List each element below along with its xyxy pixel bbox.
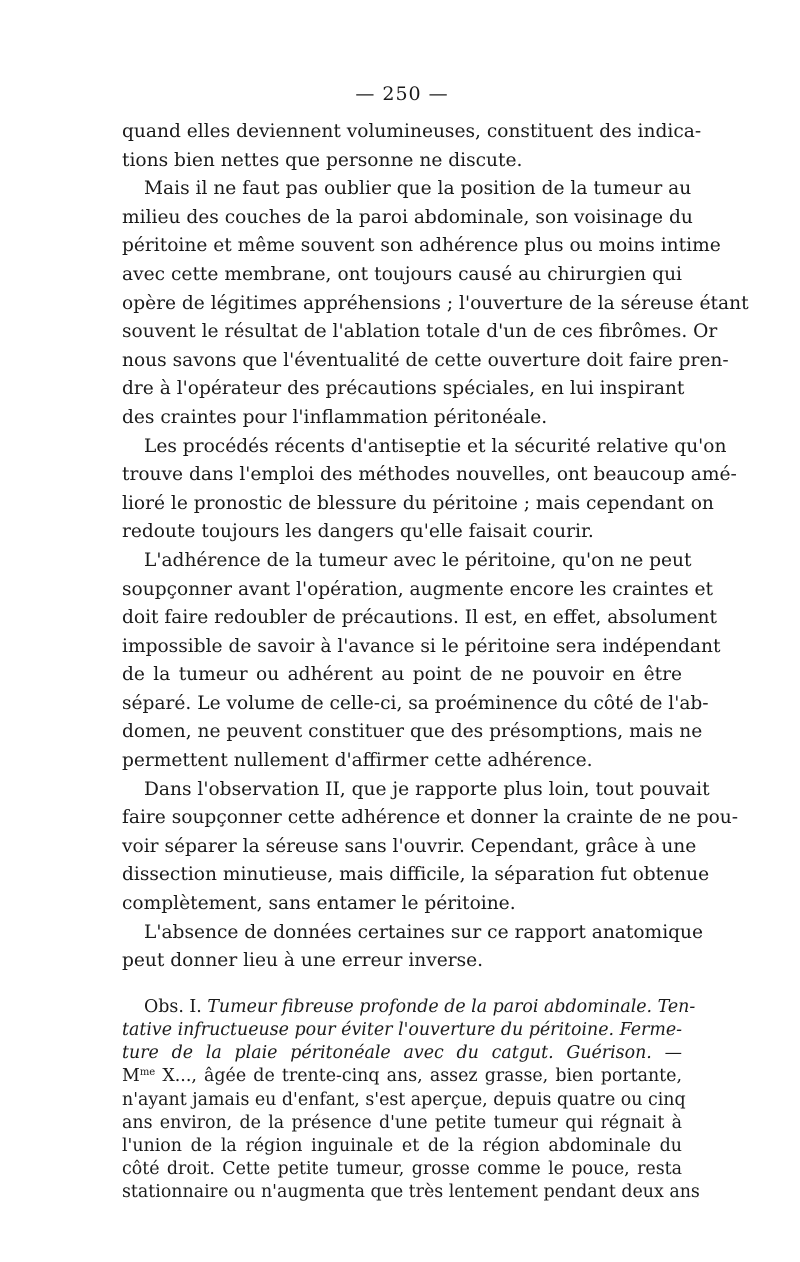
text-line: opère de légitimes appréhensions ; l'ouverture de la séreuse étant bbox=[122, 292, 749, 314]
paragraph-2 bbox=[122, 175, 749, 432]
paragraph-1 bbox=[122, 118, 702, 175]
observation-block bbox=[122, 996, 700, 1205]
text-line: nous savons que l'éventualité de cette ouverture doit faire pren- bbox=[122, 349, 729, 371]
observation-title-line bbox=[122, 1042, 682, 1065]
paragraph-4 bbox=[122, 547, 721, 776]
patient-abbrev-sup: me bbox=[139, 1067, 156, 1079]
text-line: L'adhérence de la tumeur avec le péritoine, qu'on ne peut bbox=[144, 549, 692, 571]
document-page bbox=[122, 82, 749, 1205]
text-line: trouve dans l'emploi des méthodes nouvelles, ont beaucoup amé- bbox=[122, 464, 737, 486]
page-number: — 250 — bbox=[355, 83, 449, 105]
text-line: peut donner lieu à une erreur inverse. bbox=[122, 950, 484, 972]
text-line: l'union de la région inguinale et de la région abdominale du bbox=[122, 1136, 682, 1157]
text-line: côté droit. Cette petite tumeur, grosse comme le pouce, resta bbox=[122, 1159, 682, 1180]
patient-abbrev: M bbox=[122, 1066, 140, 1087]
text-line: des craintes pour l'inflammation péritonéale. bbox=[122, 406, 548, 428]
text-line: tions bien nettes que personne ne discute. bbox=[122, 149, 523, 171]
text-line: stationnaire ou n'augmenta que très lentement pendant deux ans bbox=[122, 1182, 700, 1203]
text-line: de la tumeur ou adhérent au point de ne pouvoir en être bbox=[122, 664, 682, 686]
observation-title: Tumeur fibreuse profonde de la paroi abdominale. Ten- bbox=[207, 996, 696, 1017]
paragraph-5 bbox=[122, 776, 739, 919]
observation-title: tative infructueuse pour éviter l'ouverture du péritoine. Ferme- bbox=[122, 1020, 682, 1041]
observation-text: X..., âgée de trente-cinq ans, assez grasse, bien portante, bbox=[155, 1066, 682, 1087]
text-line: avec cette membrane, ont toujours causé au chirurgien qui bbox=[122, 263, 682, 285]
text-line: complètement, sans entamer le péritoine. bbox=[122, 893, 516, 915]
text-line: séparé. Le volume de celle-ci, sa proéminence du côté de l'ab- bbox=[122, 692, 709, 714]
observation-label: Obs. I. bbox=[144, 996, 202, 1017]
text-line: n'ayant jamais eu d'enfant, s'est aperçue, depuis quatre ou cinq bbox=[122, 1089, 686, 1110]
text-line: dre à l'opérateur des précautions spéciales, en lui inspirant bbox=[122, 378, 685, 400]
observation-heading-line bbox=[122, 996, 696, 1019]
text-line: Dans l'observation II, que je rapporte plus loin, tout pouvait bbox=[144, 778, 710, 800]
text-line: Les procédés récents d'antiseptie et la sécurité relative qu'on bbox=[144, 435, 727, 457]
text-line: domen, ne peuvent constituer que des présomptions, mais ne bbox=[122, 721, 703, 743]
text-line: impossible de savoir à l'avance si le péritoine sera indépendant bbox=[122, 635, 721, 657]
text-line: péritoine et même souvent son adhérence plus ou moins intime bbox=[122, 235, 721, 257]
paragraph-3 bbox=[122, 433, 737, 547]
text-line: faire soupçonner cette adhérence et donner la crainte de ne pou- bbox=[122, 807, 739, 829]
text-line: quand elles deviennent volumineuses, constituent des indica- bbox=[122, 121, 702, 142]
observation-title: ture de la plaie péritonéale avec du catgut. Guérison. bbox=[122, 1043, 652, 1064]
text-line: milieu des couches de la paroi abdominale, son voisinage du bbox=[122, 206, 693, 228]
text-line bbox=[122, 1065, 682, 1088]
text-line: doit faire redoubler de précautions. Il est, en effet, absolument bbox=[122, 607, 717, 629]
text-line: lioré le pronostic de blessure du péritoine ; mais cependant on bbox=[122, 492, 714, 514]
text-line: souvent le résultat de l'ablation totale d'un de ces fibrômes. Or bbox=[122, 321, 718, 343]
text-line: dissection minutieuse, mais difficile, la séparation fut obtenue bbox=[122, 864, 710, 886]
text-line: L'absence de données certaines sur ce rapport anatomique bbox=[144, 921, 704, 943]
observation-dash: — bbox=[651, 1043, 683, 1064]
text-line: Mais il ne faut pas oublier que la position de la tumeur au bbox=[144, 178, 692, 200]
text-line: redoute toujours les dangers qu'elle faisait courir. bbox=[122, 521, 594, 543]
text-line: ans environ, de la présence d'une petite tumeur qui régnait à bbox=[122, 1112, 682, 1133]
text-line: voir séparer la séreuse sans l'ouvrir. Cependant, grâce à une bbox=[122, 835, 697, 857]
paragraph-6 bbox=[122, 919, 704, 976]
text-line: soupçonner avant l'opération, augmente encore les craintes et bbox=[122, 578, 714, 600]
text-line: permettent nullement d'affirmer cette adhérence. bbox=[122, 750, 593, 772]
